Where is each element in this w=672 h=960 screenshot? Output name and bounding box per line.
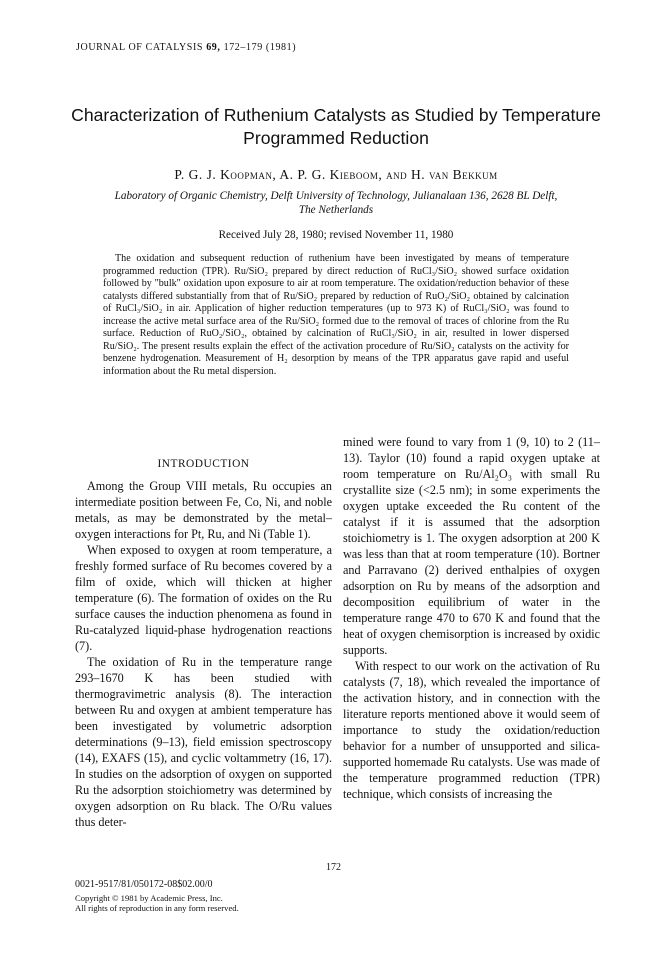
footer-copyright: Copyright © 1981 by Academic Press, Inc. [75, 892, 223, 903]
paragraph: With respect to our work on the activation of Ru catalysts (7, 18), which revealed the importance of the activation history, and in connection with the literature reports mentioned above it would seem of importance to study the oxidation/reduction behavior for a number of unsupported and silica-supported homemade Ru catalysts. Use was made of the temperature programmed reduction (TPR) technique, which consists of increasing the [343, 659, 600, 801]
affiliation-line-2: The Netherlands [298, 204, 374, 216]
paragraph: mined were found to vary from 1 (9, 10) to 2 (11–13). Taylor (10) found a rapid oxygen uptake at room temperature on Ru/Al₂O₃ with small Ru crystallite size (<2.5 nm); in some experiments the oxygen uptake exceeded the Ru content of the catalyst if it is assumed that the adsorption stoichiometry is 1. The oxygen adsorption at 200 K was less than that at room temperature (10). Bortner and Parravano (2) derived enthalpies of oxygen adsorption on Ru by means of the adsorption and decomposition equilibrium of water in the temperature range 470 to 670 K and found that the heat of oxygen chemisorption is increased by oxidic supports. [343, 435, 600, 657]
title-line-2: Programmed Reduction [243, 128, 429, 148]
title-line-1: Characterization of Ruthenium Catalysts as Studied by Temperature [71, 105, 601, 125]
footer-rights: All rights of reproduction in any form reserved. [75, 903, 239, 913]
journal-pages-year: 172–179 (1981) [223, 42, 297, 53]
journal-name: JOURNAL OF CATALYSIS [76, 42, 204, 53]
abstract-text: The oxidation and subsequent reduction of ruthenium have been investigated by means of temperature programmed reduction (TPR). Ru/SiO₂ prepared by direct reduction of RuCl₃/SiO₂ showed surface oxidation followed by "bulk" oxidation upon exposure to air at room temperature. The oxidation/reduction behavior of these catalysts differed substantially from that of Ru/SiO₂ prepared by reduction of RuO₂/SiO₂ obtained by calcination of RuCl₃/SiO₂ in air. Application of higher reduction temperatures (up to 973 K) of RuCl₃/SiO₂ was found to increase the active metal surface area of the Ru/SiO₂ formed due to the removal of traces of chlorine from the Ru surface. Reduction of RuO₂/SiO₂, obtained by calcination of RuCl₃/SiO₂ in air, resulted in lower dispersed Ru/SiO₂. The present results explain the effect of the activation procedure of Ru/SiO₂ catalysts on the activity for benzene hydrogenation. Measurement of H₂ desorption by means of the TPR apparatus gave rapid and useful information about the Ru metal dispersion. [103, 253, 569, 377]
affiliation [84, 189, 588, 217]
right-column [343, 434, 600, 802]
footer [75, 880, 239, 914]
paragraph: When exposed to oxygen at room temperature, a freshly formed surface of Ru becomes covered by a film of oxide, which will thicken at higher temperature (6). The formation of oxides on the Ru surface causes the induction phenomena as found in Ru-catalyzed liquid-phase hydrogenation reactions (7). [75, 543, 332, 653]
paragraph: Among the Group VIII metals, Ru occupies an intermediate position between Fe, Co, Ni, and noble metals, as may be demonstrated by the metal–oxygen interactions for Pt, Ru, and Ni (Table 1). [75, 479, 332, 541]
left-column [75, 478, 332, 830]
received-dates: Received July 28, 1980; revised November 11, 1980 [218, 229, 454, 241]
affiliation-line-1: Laboratory of Organic Chemistry, Delft University of Technology, Julianalaan 136, 2628 BL Delft, [114, 190, 558, 202]
abstract [103, 253, 569, 378]
paragraph: The oxidation of Ru in the temperature range 293–1670 K has been studied with thermogravimetric analysis (8). The interaction between Ru and oxygen at ambient temperature has been investigated by volumetric adsorption determinations (9–13), field emission spectroscopy (14), EXAFS (15), and cyclic voltammetry (16, 17). In studies on the adsorption of oxygen on supported Ru the adsorption stoichiometry was determined by oxygen adsorption on Ru black. The O/Ru values thus deter- [75, 655, 332, 829]
authors: P. G. J. Koopman, A. P. G. Kieboom, and H. van Bekkum [174, 167, 498, 182]
footer-code: 0021-9517/81/050172-08$02.00/0 [75, 879, 213, 890]
paper-title [60, 104, 612, 150]
journal-volume: 69, [206, 42, 221, 53]
page-number: 172 [326, 862, 341, 873]
section-heading: INTRODUCTION [157, 458, 250, 470]
journal-header [76, 42, 296, 53]
